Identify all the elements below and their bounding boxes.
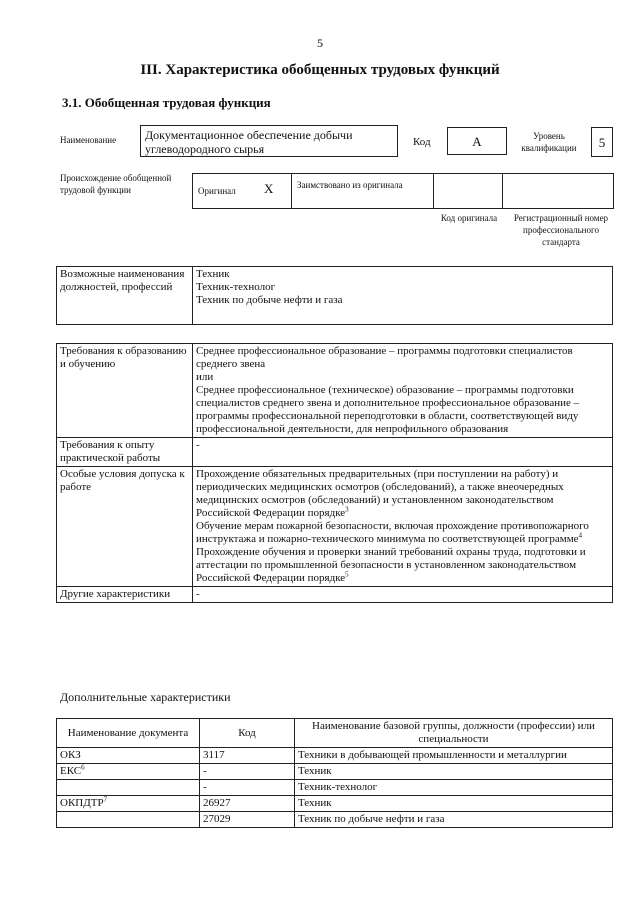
positions-values [193,267,613,325]
level-box [591,127,613,157]
subsection-title: 3.1. Обобщенная трудовая функция [62,95,271,110]
doc-cell: ОКЗ [57,748,200,764]
name-cell: Техник [295,764,613,780]
condition-item: Обучение мерам пожарной безопасности, включая прохождение противопожарного инструктажа и пожарно-технического минимума по соответствующей программе$^4$ [196,520,589,545]
doc-cell [57,812,200,828]
other-characteristics-value: - [193,587,613,603]
other-characteristics-label: Другие характеристики [57,587,193,603]
code-cell: 26927 [200,796,295,812]
col-header-doc: Наименование документа [57,719,200,748]
special-conditions-values [193,467,613,587]
doc-cell: ЕКС$^6$ [57,764,200,780]
col-header-code: Код [200,719,295,748]
table-row [57,764,613,780]
table-row [57,812,613,828]
name-label: Наименование [60,135,117,145]
section-title: III. Характеристика обобщенных трудовых функций [140,62,500,78]
education-line: или [196,371,214,383]
function-name-box [140,125,398,157]
code-cell: - [200,764,295,780]
position-item: Техник по добыче нефти и газа [196,294,343,306]
code-original-label: Код оригинала [440,213,498,223]
code-label: Код [413,136,431,148]
reg-number-box [502,173,614,209]
col-header-name: Наименование базовой группы, должности (профессии) или специальности [295,719,613,748]
borrowed-label: Заимствовано из оригинала [297,180,403,190]
origin-label: Происхождение обобщенной трудовой функции [60,173,172,195]
code-original-box [433,173,503,209]
position-item: Техник [196,268,230,280]
reg-number-label: Регистрационный номер профессионального стандарта [513,213,609,247]
special-conditions-label: Особые условия допуска к работе [57,467,193,587]
additional-title: Дополнительные характеристики [60,690,231,704]
code-cell: 3117 [200,748,295,764]
table-row [57,748,613,764]
name-cell: Техник-технолог [295,780,613,796]
education-line: Среднее профессиональное (техническое) образование – программы подготовки специалистов среднего звена и дополнительное профессиональное образование – программы профессиональной переподготовки в области, соответствующей виду профессиональной деятельности, для непрофильного образования [196,384,580,435]
table-row [57,780,613,796]
experience-value: - [193,438,613,467]
requirements-table [56,343,613,603]
code-cell: 27029 [200,812,295,828]
page-number: 5 [317,36,323,50]
education-values [193,344,613,438]
doc-cell: ОКПДТР$^7$ [57,796,200,812]
code-cell: - [200,780,295,796]
original-label: Оригинал [198,186,236,196]
table-row [57,796,613,812]
position-item: Техник-технолог [196,281,276,293]
function-name-value: Документационное обеспечение добычи углеводородного сырья [145,128,353,156]
name-cell: Техник по добыче нефти и газа [295,812,613,828]
additional-table [56,718,613,828]
name-cell: Техники в добывающей промышленности и металлургии [295,748,613,764]
condition-item: Прохождение обучения и проверки знаний требований охраны труда, подготовки и аттестации по промышленной безопасности в установленном законодательством Российской Федерации порядке$^5$ [196,546,586,584]
code-value: А [472,134,482,149]
positions-label: Возможные наименования должностей, профессий [57,267,193,325]
doc-cell [57,780,200,796]
education-line: Среднее профессиональное образование – программы подготовки специалистов среднего звена [196,345,573,370]
original-mark: X [264,181,274,196]
level-label: Уровень квалификации [521,131,577,153]
education-label: Требования к образованию и обучению [57,344,193,438]
level-value: 5 [598,135,606,150]
positions-table [56,266,613,325]
name-cell: Техник [295,796,613,812]
condition-item: Прохождение обязательных предварительных (при поступлении на работу) и периодических медицинских осмотров (обследований), а также внеочередных медицинских осмотров (обследований) и установленном законодательством Российской Федерации порядке$^3$ [196,468,564,519]
experience-label: Требования к опыту практической работы [57,438,193,467]
code-box [447,127,507,155]
